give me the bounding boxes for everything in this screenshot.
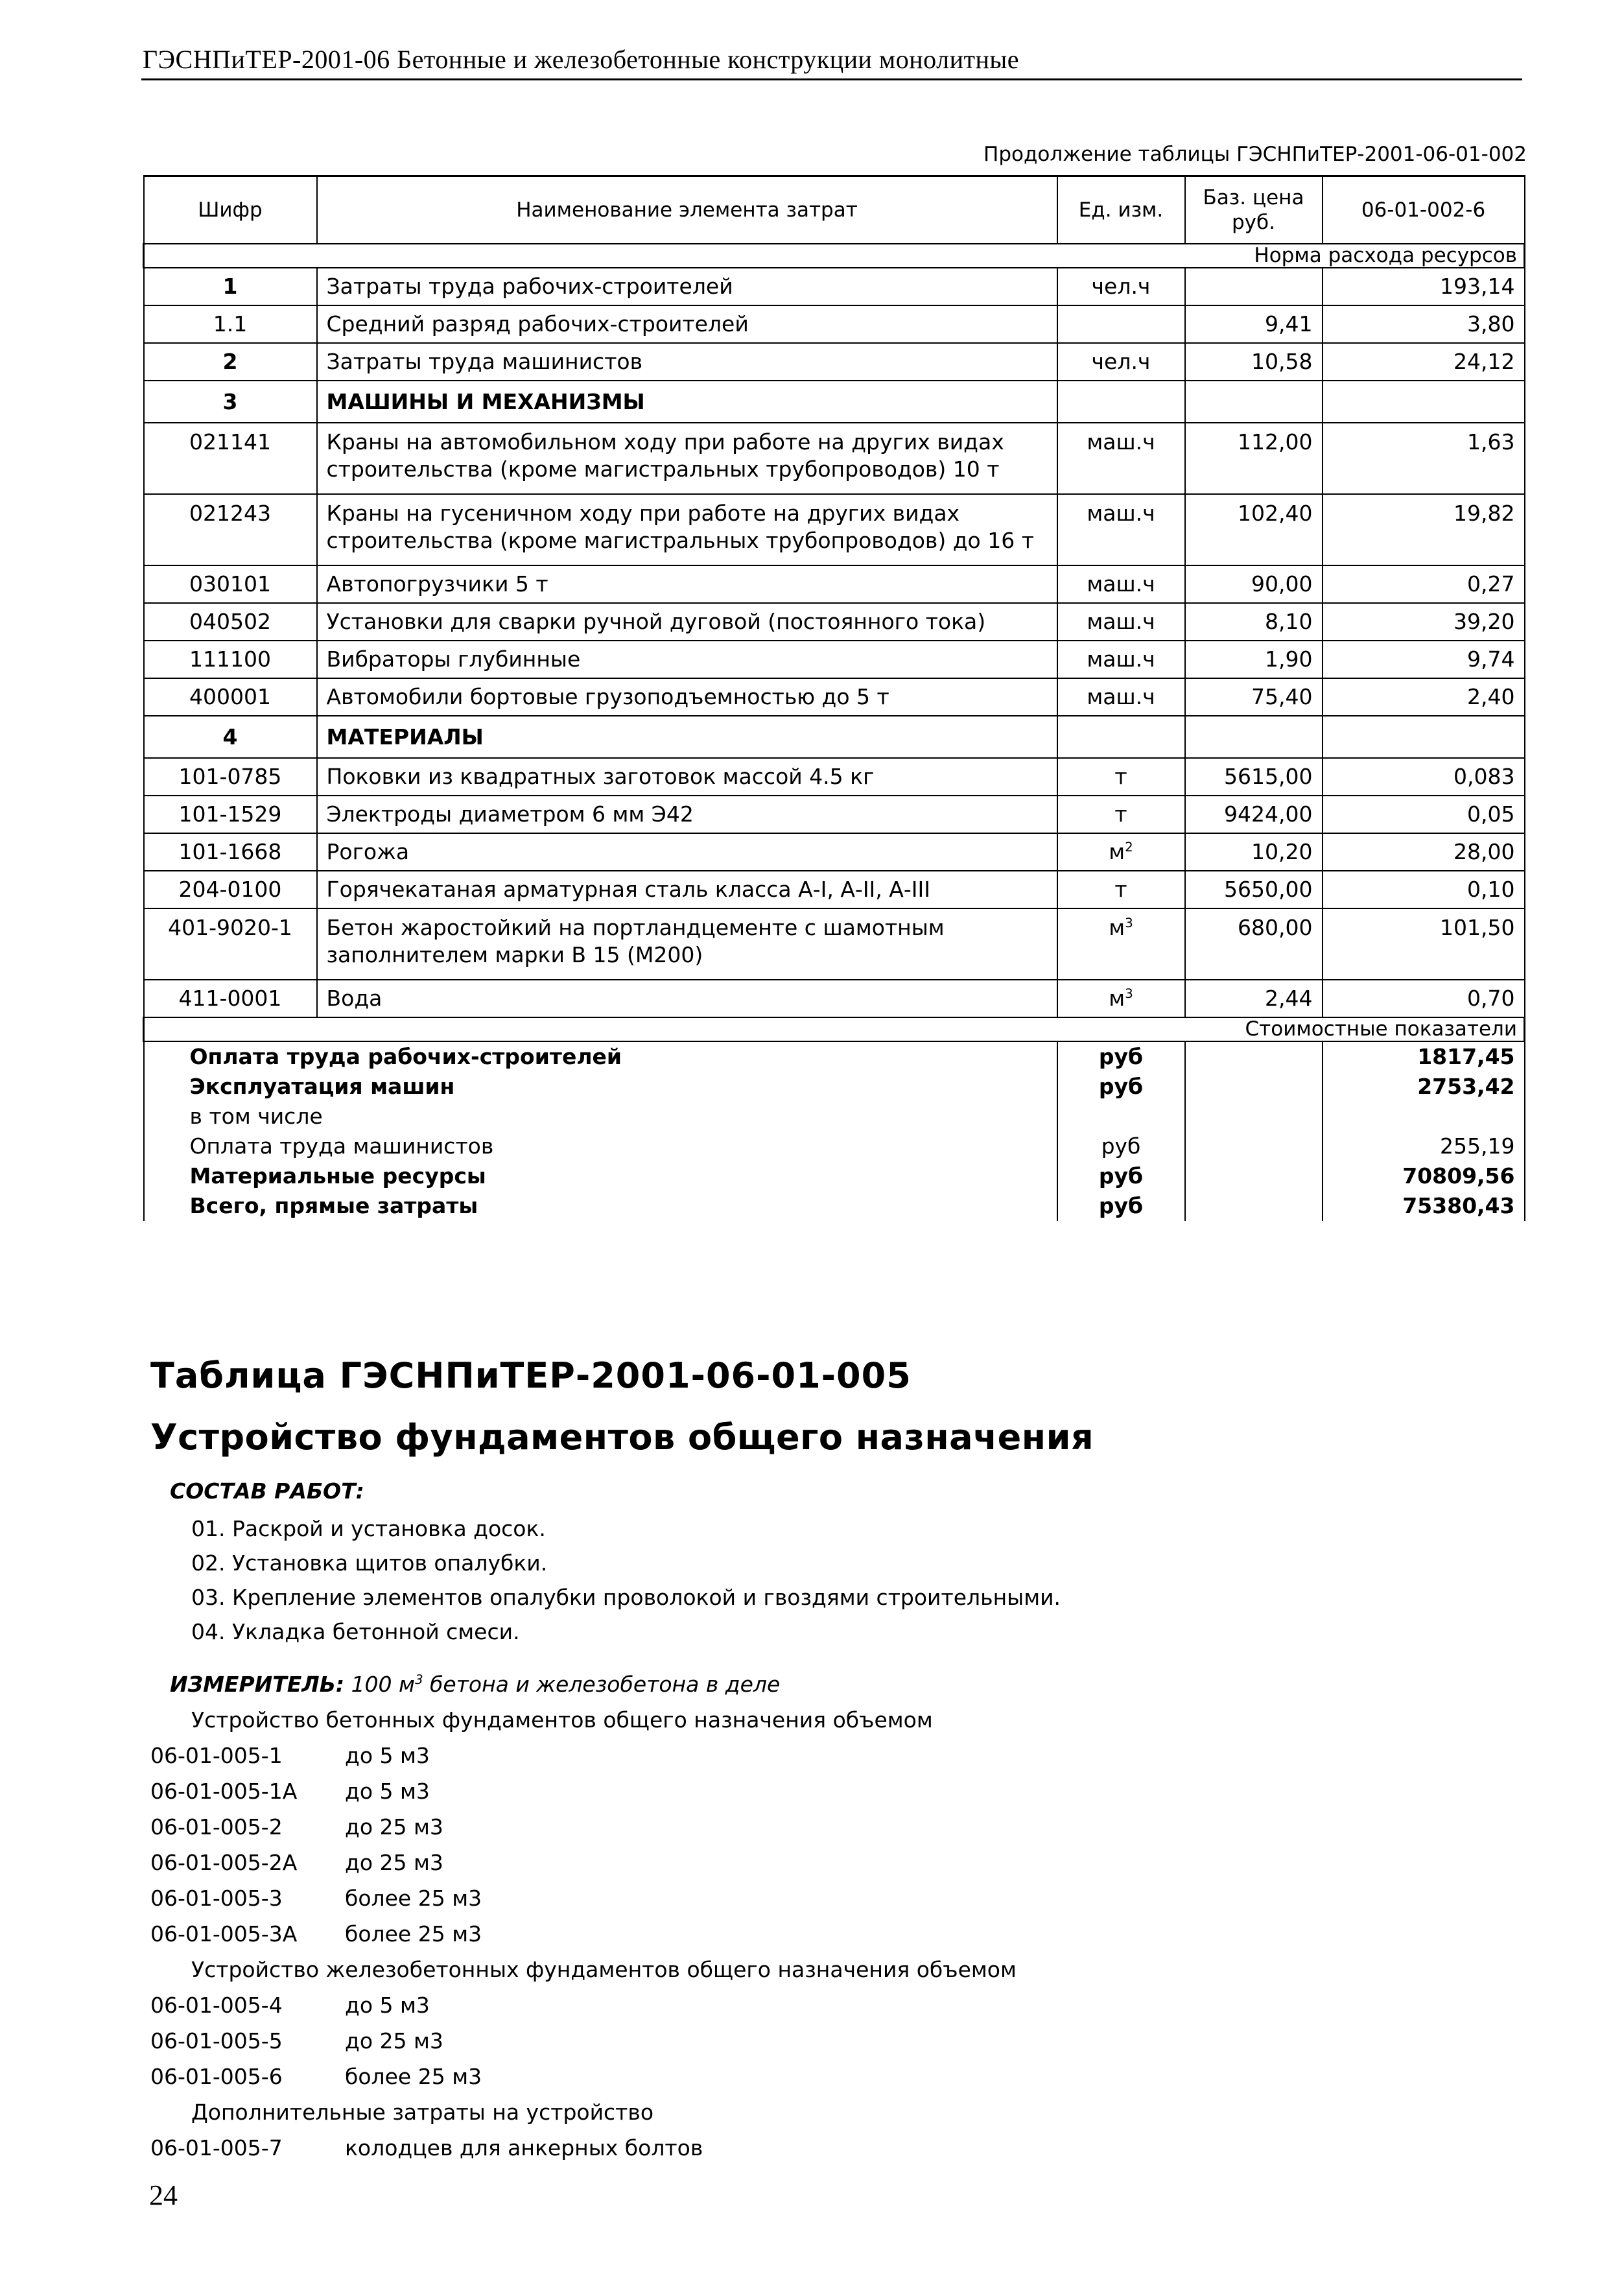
cell-name: Поковки из квадратных заготовок массой 4.5 кг (317, 758, 1057, 796)
rate-code-row (150, 2064, 482, 2089)
cell-price: 1,90 (1185, 641, 1323, 678)
summary-unit (1057, 1102, 1185, 1131)
cell-value: 9,74 (1323, 641, 1525, 678)
cell-code: 2 (144, 343, 317, 381)
section-subtitle: Устройство фундаментов общего назначения (150, 1417, 1094, 1458)
cell-unit: т (1057, 871, 1185, 908)
rate-code: 06-01-005-4 (150, 1993, 283, 2018)
rate-code-row (150, 2135, 703, 2161)
norm-caption-row (144, 244, 1525, 268)
rate-code-row (150, 1921, 482, 1947)
rate-group-heading: Устройство бетонных фундаментов общего назначения объемом (191, 1707, 933, 1733)
summary-row (144, 1102, 1525, 1131)
summary-value: 70809,56 (1323, 1161, 1525, 1191)
cell-code: 021243 (144, 494, 317, 565)
table-row (144, 423, 1525, 494)
cell-price: 102,40 (1185, 494, 1323, 565)
running-head: ГЭСНПиТЕР-2001-06 Бетонные и железобетонные конструкции монолитные (143, 45, 1020, 74)
cell-unit (1057, 908, 1185, 980)
unit-base: м (1109, 839, 1125, 864)
cell-name: Вибраторы глубинные (317, 641, 1057, 678)
cell-unit (1057, 980, 1185, 1017)
cell-value: 24,12 (1323, 343, 1525, 381)
rate-code-row (150, 1779, 430, 1804)
header-code: Шифр (144, 176, 317, 244)
cell-code: 101-1668 (144, 833, 317, 871)
cell-price: 2,44 (1185, 980, 1323, 1017)
rate-group-heading: Дополнительные затраты на устройство (191, 2100, 654, 2125)
summary-label: Материальные ресурсы (144, 1161, 1057, 1191)
table-row (144, 716, 1525, 758)
cell-name: Вода (317, 980, 1057, 1017)
summary-value: 75380,43 (1323, 1191, 1525, 1221)
cell-price: 75,40 (1185, 678, 1323, 716)
work-composition-heading: СОСТАВ РАБОТ: (170, 1478, 364, 1504)
summary-price (1185, 1072, 1323, 1102)
cell-price: 5615,00 (1185, 758, 1323, 796)
summary-row (144, 1161, 1525, 1191)
measure-label: ИЗМЕРИТЕЛЬ: (170, 1672, 345, 1697)
table-row (144, 908, 1525, 980)
cell-code: 030101 (144, 565, 317, 603)
table-row (144, 980, 1525, 1017)
summary-unit: руб (1057, 1041, 1185, 1072)
cell-value (1323, 716, 1525, 758)
unit-superscript: 2 (1125, 840, 1133, 855)
rate-code: 06-01-005-6 (150, 2064, 283, 2089)
summary-row (144, 1131, 1525, 1161)
summary-label: в том числе (144, 1102, 1057, 1131)
cell-price: 9,41 (1185, 305, 1323, 343)
cell-value: 0,10 (1323, 871, 1525, 908)
cell-code: 411-0001 (144, 980, 317, 1017)
summary-price (1185, 1131, 1323, 1161)
summary-label: Всего, прямые затраты (144, 1191, 1057, 1221)
table-row (144, 381, 1525, 423)
cell-code: 401-9020-1 (144, 908, 317, 980)
work-item: 01. Раскрой и установка досок. (191, 1516, 546, 1541)
cell-price: 112,00 (1185, 423, 1323, 494)
rate-code: 06-01-005-3 (150, 1886, 283, 1911)
header-norm: 06-01-002-6 (1323, 176, 1525, 244)
cell-price (1185, 716, 1323, 758)
cell-code: 111100 (144, 641, 317, 678)
cell-value: 0,083 (1323, 758, 1525, 796)
work-item: 02. Установка щитов опалубки. (191, 1550, 548, 1576)
cell-name: Рогожа (317, 833, 1057, 871)
cell-name: Электроды диаметром 6 мм Э42 (317, 796, 1057, 833)
cell-name: МАШИНЫ И МЕХАНИЗМЫ (317, 381, 1057, 423)
cell-unit: чел.ч (1057, 343, 1185, 381)
table-row (144, 305, 1525, 343)
section-title: Таблица ГЭСНПиТЕР-2001-06-01-005 (150, 1355, 912, 1396)
cell-name: МАТЕРИАЛЫ (317, 716, 1057, 758)
rate-description: до 25 м3 (345, 1814, 443, 1840)
work-item: 04. Укладка бетонной смеси. (191, 1619, 520, 1644)
table-row (144, 796, 1525, 833)
rate-code: 06-01-005-2 (150, 1814, 283, 1840)
cell-value: 0,27 (1323, 565, 1525, 603)
table-row (144, 494, 1525, 565)
summary-row (144, 1191, 1525, 1221)
table-row (144, 603, 1525, 641)
rate-description: более 25 м3 (345, 1886, 482, 1911)
cell-price: 10,20 (1185, 833, 1323, 871)
cell-unit: маш.ч (1057, 565, 1185, 603)
rate-code: 06-01-005-5 (150, 2028, 283, 2054)
cell-value: 19,82 (1323, 494, 1525, 565)
unit-base: м (1109, 915, 1125, 940)
cell-name: Краны на гусеничном ходу при работе на других видах строительства (кроме магистральных трубопроводов) до 16 т (317, 494, 1057, 565)
cell-code: 400001 (144, 678, 317, 716)
table-row (144, 678, 1525, 716)
cell-code: 101-0785 (144, 758, 317, 796)
table-row (144, 833, 1525, 871)
table-row (144, 565, 1525, 603)
cell-code: 101-1529 (144, 796, 317, 833)
cell-price: 10,58 (1185, 343, 1323, 381)
cell-price: 5650,00 (1185, 871, 1323, 908)
rate-code: 06-01-005-1А (150, 1779, 298, 1804)
summary-value: 255,19 (1323, 1131, 1525, 1161)
cell-unit: т (1057, 796, 1185, 833)
rate-code-row (150, 1993, 430, 2018)
cell-price (1185, 381, 1323, 423)
rate-code-row (150, 1814, 443, 1840)
unit-superscript: 3 (1125, 916, 1133, 930)
resource-cost-table (143, 175, 1525, 1221)
table-header-row (144, 176, 1525, 244)
cost-caption: Стоимостные показатели (144, 1017, 1525, 1041)
cell-value: 0,70 (1323, 980, 1525, 1017)
summary-row (144, 1041, 1525, 1072)
rate-description: до 25 м3 (345, 2028, 443, 2054)
cell-unit: маш.ч (1057, 678, 1185, 716)
cell-code: 021141 (144, 423, 317, 494)
rate-code: 06-01-005-2А (150, 1850, 298, 1875)
cell-name: Краны на автомобильном ходу при работе на других видах строительства (кроме магистральных трубопроводов) 10 т (317, 423, 1057, 494)
rate-description: до 25 м3 (345, 1850, 443, 1875)
table-row (144, 343, 1525, 381)
cell-value: 39,20 (1323, 603, 1525, 641)
cell-value: 193,14 (1323, 268, 1525, 305)
rate-code-row (150, 1886, 482, 1911)
summary-unit: руб (1057, 1131, 1185, 1161)
cell-price: 8,10 (1185, 603, 1323, 641)
cell-name: Установки для сварки ручной дуговой (постоянного тока) (317, 603, 1057, 641)
cell-unit (1057, 716, 1185, 758)
cell-unit: маш.ч (1057, 494, 1185, 565)
summary-value: 2753,42 (1323, 1072, 1525, 1102)
cell-unit: маш.ч (1057, 641, 1185, 678)
cell-name: Затраты труда рабочих-строителей (317, 268, 1057, 305)
summary-label: Оплата труда рабочих-строителей (144, 1041, 1057, 1072)
header-unit: Ед. изм. (1057, 176, 1185, 244)
summary-unit: руб (1057, 1072, 1185, 1102)
cell-price: 680,00 (1185, 908, 1323, 980)
rate-code: 06-01-005-1 (150, 1743, 283, 1768)
table-row (144, 871, 1525, 908)
header-name: Наименование элемента затрат (317, 176, 1057, 244)
summary-label: Оплата труда машинистов (144, 1131, 1057, 1161)
cell-code: 3 (144, 381, 317, 423)
cell-price: 90,00 (1185, 565, 1323, 603)
rate-description: до 5 м3 (345, 1743, 430, 1768)
cell-unit (1057, 833, 1185, 871)
table-continuation-caption: Продолжение таблицы ГЭСНПиТЕР-2001-06-01-002 (983, 143, 1527, 166)
cell-name: Затраты труда машинистов (317, 343, 1057, 381)
cell-unit (1057, 305, 1185, 343)
header-rule (141, 78, 1522, 80)
table-row (144, 641, 1525, 678)
summary-value (1323, 1102, 1525, 1131)
rate-description: колодцев для анкерных болтов (345, 2135, 703, 2161)
rate-description: более 25 м3 (345, 2064, 482, 2089)
cell-unit (1057, 381, 1185, 423)
table-row (144, 268, 1525, 305)
rate-description: до 5 м3 (345, 1779, 430, 1804)
rate-description: более 25 м3 (345, 1921, 482, 1947)
cell-name: Средний разряд рабочих-строителей (317, 305, 1057, 343)
work-item: 03. Крепление элементов опалубки проволокой и гвоздями строительными. (191, 1585, 1061, 1610)
cell-name: Автомобили бортовые грузоподъемностью до 5 т (317, 678, 1057, 716)
cell-unit: т (1057, 758, 1185, 796)
cell-name: Автопогрузчики 5 т (317, 565, 1057, 603)
unit-base: м (1109, 986, 1125, 1011)
rate-code-row (150, 1743, 430, 1768)
header-price: Баз. цена руб. (1185, 176, 1323, 244)
cell-value: 3,80 (1323, 305, 1525, 343)
cell-value: 101,50 (1323, 908, 1525, 980)
summary-row (144, 1072, 1525, 1102)
summary-price (1185, 1191, 1323, 1221)
table-row (144, 758, 1525, 796)
summary-price (1185, 1041, 1323, 1072)
cell-value: 0,05 (1323, 796, 1525, 833)
rate-code: 06-01-005-7 (150, 2135, 283, 2161)
rate-code-row (150, 2028, 443, 2054)
rate-group-heading: Устройство железобетонных фундаментов общего назначения объемом (191, 1957, 1017, 1982)
cell-name: Бетон жаростойкий на портландцементе с шамотным заполнителем марки В 15 (М200) (317, 908, 1057, 980)
cell-value: 2,40 (1323, 678, 1525, 716)
cell-value: 1,63 (1323, 423, 1525, 494)
rate-code: 06-01-005-3А (150, 1921, 298, 1947)
norm-caption: Норма расхода ресурсов (144, 244, 1525, 268)
cell-name: Горячекатаная арматурная сталь класса А-I, А-II, А-III (317, 871, 1057, 908)
cost-caption-row (144, 1017, 1525, 1041)
summary-value: 1817,45 (1323, 1041, 1525, 1072)
measure-value: 100 $м^3$ бетона и железобетона в деле (351, 1672, 781, 1697)
cell-code: 4 (144, 716, 317, 758)
cell-price (1185, 268, 1323, 305)
cell-code: 204-0100 (144, 871, 317, 908)
summary-unit: руб (1057, 1161, 1185, 1191)
cell-code: 040502 (144, 603, 317, 641)
cell-value (1323, 381, 1525, 423)
summary-unit: руб (1057, 1191, 1185, 1221)
cell-value: 28,00 (1323, 833, 1525, 871)
page-number: 24 (149, 2179, 178, 2211)
measure-line (170, 1672, 780, 1697)
cell-code: 1.1 (144, 305, 317, 343)
unit-superscript: 3 (1125, 986, 1133, 1001)
summary-price (1185, 1102, 1323, 1131)
cell-code: 1 (144, 268, 317, 305)
cell-unit: чел.ч (1057, 268, 1185, 305)
cell-unit: маш.ч (1057, 603, 1185, 641)
cell-unit: маш.ч (1057, 423, 1185, 494)
cell-price: 9424,00 (1185, 796, 1323, 833)
summary-label: Эксплуатация машин (144, 1072, 1057, 1102)
rate-description: до 5 м3 (345, 1993, 430, 2018)
summary-price (1185, 1161, 1323, 1191)
rate-code-row (150, 1850, 443, 1875)
